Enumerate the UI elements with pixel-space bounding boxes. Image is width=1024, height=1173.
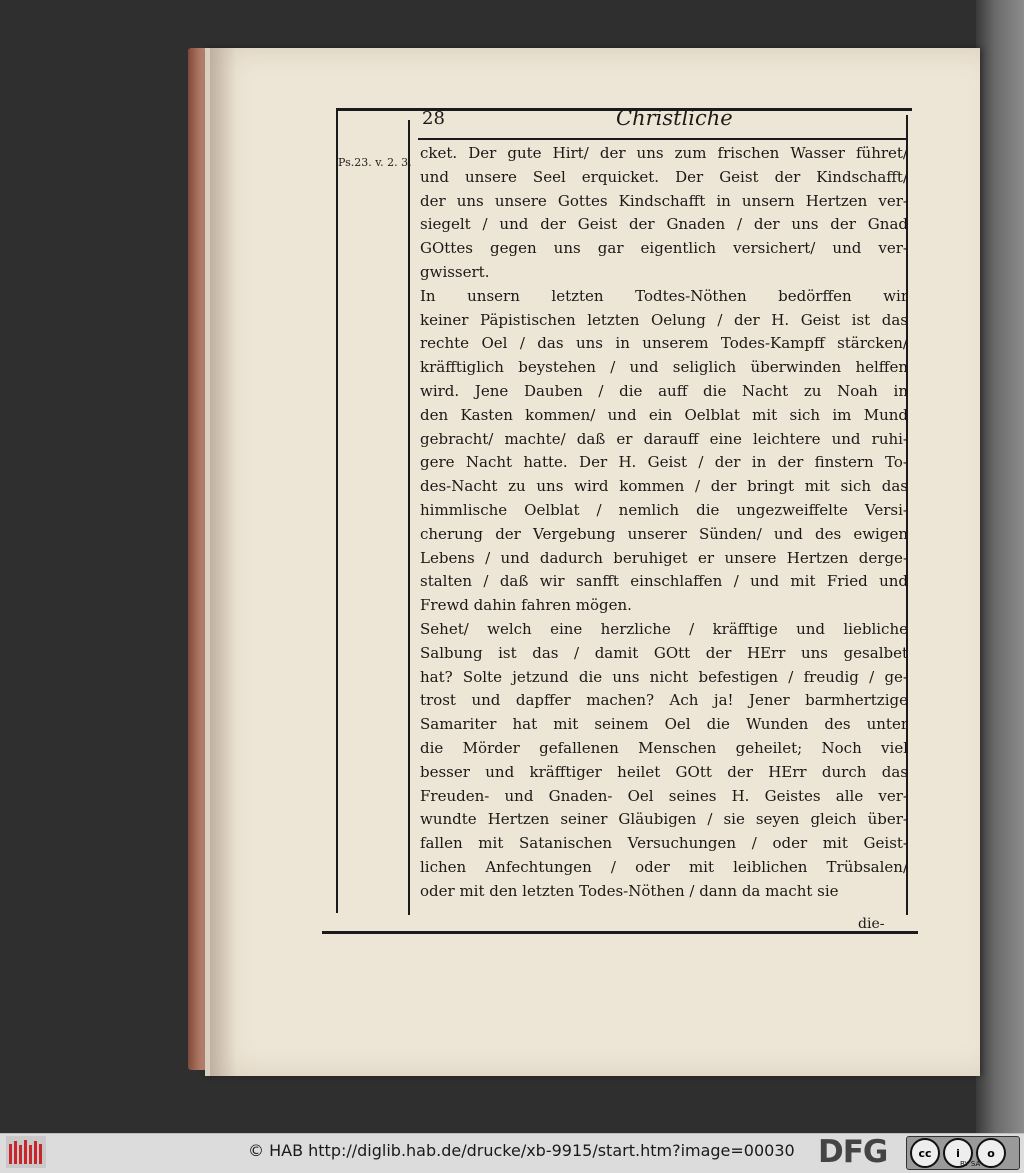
text-line: Frewd dahin fahren mögen. [420,596,632,615]
hab-logo-icon[interactable] [6,1136,46,1168]
text-line: besser und kräfftiger heilet GOtt der HErr durch das [420,762,908,781]
cc-license-labels: BY SA [960,1160,981,1168]
text-line: gere Nacht hatte. Der H. Geist / der in der finstern To- [420,453,908,472]
text-line: Freuden- und Gnaden- Oel seines H. Geistes alle ver- [420,786,908,805]
text-line: Salbung ist das / damit GOtt der HErr uns gesalbet [420,643,908,662]
margin-right-rule [408,120,410,915]
cc-icon: cc [910,1138,940,1168]
text-line: und unsere Seel erquicket. Der Geist der Kindschafft/ [420,167,908,186]
by-attribution-icon: i [943,1138,973,1168]
text-line: stalten / daß wir sanfft einschlaffen / und mit Fried und [420,572,908,591]
catchword: die- [858,916,885,932]
text-line: den Kasten kommen/ und ein Oelblat mit sich im Mund [420,405,908,424]
text-line: fallen mit Satanischen Versuchungen / oder mit Geist- [420,834,908,853]
text-line: wird. Jene Dauben / die auff die Nacht zu Noah in [420,381,908,400]
margin-left-rule [336,108,338,913]
text-line: lichen Anfechtungen / oder mit leiblichen Trübsalen/ [420,857,908,876]
margin-note: Ps.23. v. 2. 3. [338,156,412,169]
text-line: cherung der Vergebung unserer Sünden/ und des ewigen [420,524,908,543]
text-line: gebracht/ machte/ daß er darauff eine leichtere und ruhi- [420,429,908,448]
header-rule [418,138,908,140]
text-line: siegelt / und der Geist der Gnaden / der uns der Gnad [420,215,908,234]
page-number: 28 [422,108,445,129]
text-line: Sehet/ welch eine herzliche / kräfftige und liebliche [420,619,908,638]
text-line: rechte Oel / das uns in unserem Todes-Kampff stärcken/ [420,334,908,353]
text-line: hat? Solte jetzund die uns nicht befestigen / freudig / ge- [420,667,908,686]
text-line: Lebens / und dadurch beruhiget er unsere Hertzen derge- [420,548,908,567]
body-text [420,142,908,904]
text-line: keiner Päpistischen letzten Oelung / der H. Geist ist das [420,310,908,329]
text-line: kräfftiglich beystehen / und seliglich überwinden helffen [420,358,908,377]
text-line: oder mit den letzten Todes-Nöthen / dann da macht sie [420,881,839,900]
adjacent-page-edge [976,0,1024,1133]
dfg-logo[interactable]: DFG [818,1134,888,1170]
page-gutter-shadow [210,48,236,1076]
text-line: trost und dapffer machen? Ach ja! Jener barmhertzige [420,691,908,710]
text-line: gwissert. [420,262,490,281]
text-line: In unsern letzten Todtes-Nöthen bedörffen wir [420,286,908,305]
bottom-rule [322,931,918,934]
running-head: Christliche [616,106,733,130]
text-line: Samariter hat mit seinem Oel die Wunden des unter [420,715,908,734]
text-line: GOttes gegen uns gar eigentlich versichert/ und ver- [420,239,908,258]
text-line: himmlische Oelblat / nemlich die ungezweiffelte Versi- [420,500,908,519]
copyright-link[interactable]: © HAB http://diglib.hab.de/drucke/xb-9915/start.htm?image=00030 [248,1141,795,1160]
text-line: wundte Hertzen seiner Gläubigen / sie seyen gleich über- [420,810,908,829]
text-line: des-Nacht zu uns wird kommen / der bringt mit sich das [420,477,908,496]
text-line: die Mörder gefallenen Menschen geheilet; Noch viel [420,738,908,757]
sa-share-alike-icon: o [976,1138,1006,1168]
text-line: der uns unsere Gottes Kindschafft in unsern Hertzen ver- [420,191,908,210]
text-line: cket. Der gute Hirt/ der uns zum frischen Wasser führet/ [420,144,908,162]
